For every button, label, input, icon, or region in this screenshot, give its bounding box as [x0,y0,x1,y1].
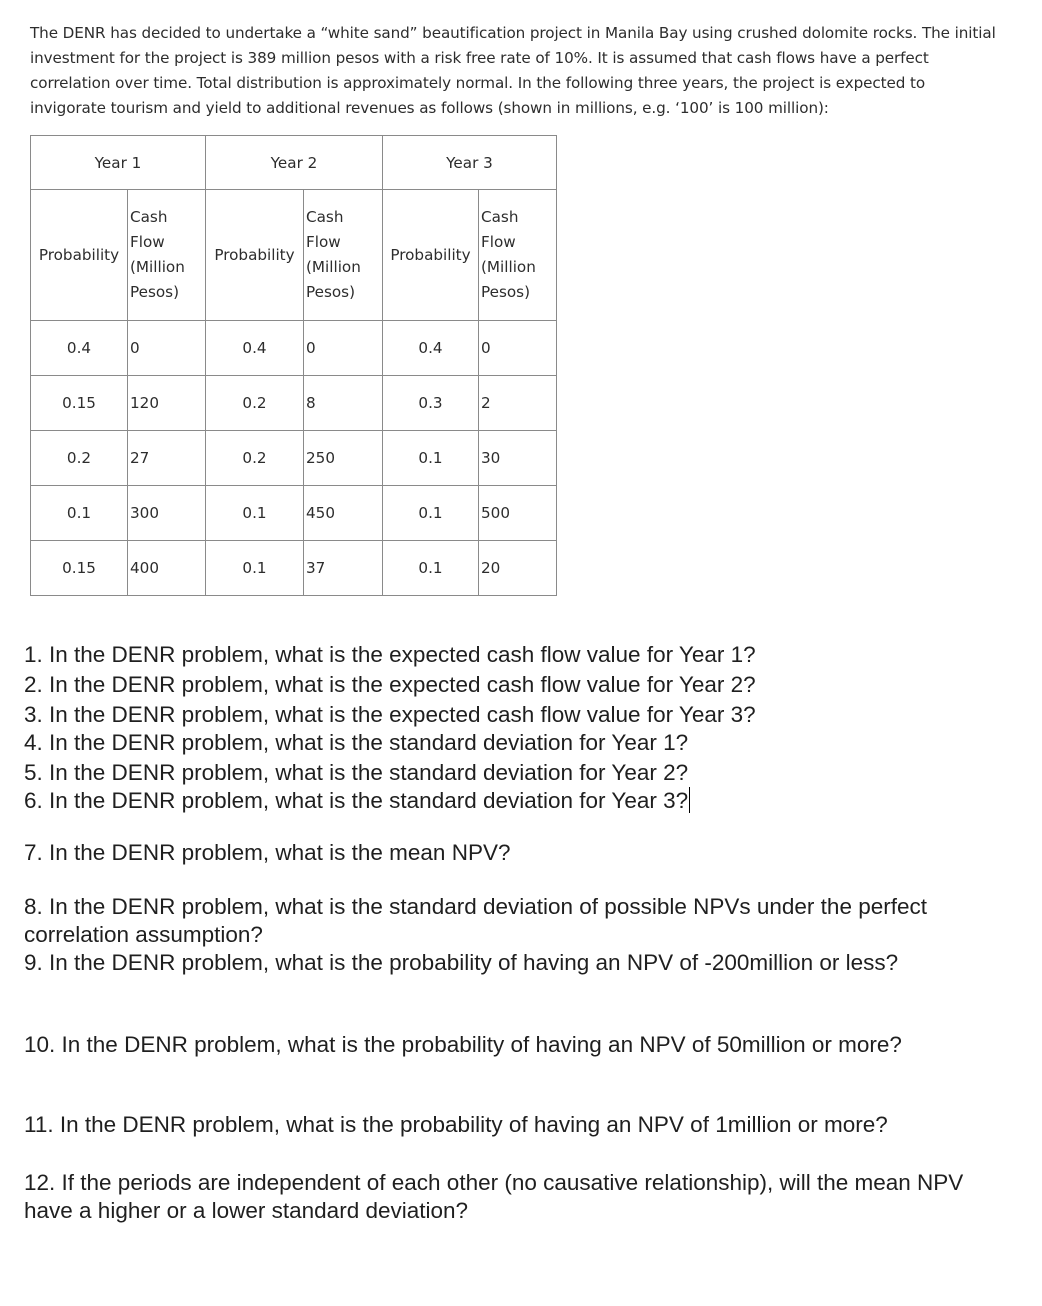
year-3-header: Year 3 [383,136,557,190]
cash-flow-header-line: Flow [481,233,516,251]
question-9: 9. In the DENR problem, what is the probability of having an NPV of -200million or less? [24,950,899,975]
question-5: 5. In the DENR problem, what is the standard deviation for Year 2? [24,760,689,785]
year-3-cash-flow: 0 [479,321,557,376]
cash-flow-table [30,135,557,596]
year-1-probability: 0.4 [31,321,128,376]
probability-header: Probability [206,190,304,321]
question-12: 12. If the periods are independent of each other (no causative relationship), will the mean NPV have a higher or a lower standard deviation? [24,1170,964,1223]
year-3-cash-flow: 500 [479,486,557,541]
year-1-cash-flow: 400 [128,541,206,596]
question-3: 3. In the DENR problem, what is the expected cash flow value for Year 3? [24,702,756,727]
table-row [31,486,557,541]
year-1-header: Year 1 [31,136,206,190]
cash-flow-header-line: Pesos) [481,283,531,301]
year-3-cash-flow: 30 [479,431,557,486]
year-header-row [31,136,557,190]
cash-flow-header-line: (Million [306,258,361,276]
year-1-probability: 0.15 [31,541,128,596]
year-2-cash-flow: 0 [304,321,383,376]
table-row [31,541,557,596]
year-1-cash-flow: 27 [128,431,206,486]
cash-flow-header-line: Cash [481,208,519,226]
year-2-probability: 0.2 [206,376,304,431]
year-1-probability: 0.2 [31,431,128,486]
question-6-text: 6. In the DENR problem, what is the standard deviation for Year 3? [24,788,689,813]
year-2-cash-flow: 250 [304,431,383,486]
cash-flow-header-line: Flow [130,233,165,251]
year-3-probability: 0.3 [383,376,479,431]
cash-flow-header-line: Pesos) [130,283,180,301]
year-3-probability: 0.1 [383,486,479,541]
year-2-cash-flow: 8 [304,376,383,431]
table-row [31,431,557,486]
text-cursor [689,787,690,813]
year-2-probability: 0.1 [206,541,304,596]
cash-flow-header [128,190,206,321]
year-3-probability: 0.4 [383,321,479,376]
year-1-cash-flow: 0 [128,321,206,376]
year-2-cash-flow: 37 [304,541,383,596]
question-7: 7. In the DENR problem, what is the mean NPV? [24,840,511,865]
cash-flow-header-line: Pesos) [306,283,356,301]
year-2-header: Year 2 [206,136,383,190]
question-6[interactable] [24,787,984,815]
cash-flow-header-line: Cash [306,208,344,226]
cash-flow-header-line: Cash [130,208,168,226]
probability-header: Probability [31,190,128,321]
cash-flow-header [479,190,557,321]
problem-statement: The DENR has decided to undertake a “white sand” beautification project in Manila Bay using crushed dolomite rocks. The initial investment for the project is 389 million pesos with a risk free rate of 10%. It is assumed that cash flows have a perfect correlation over time. Total distribution is approximately normal. In the following three years, the project is expected to invigorate tourism and yield to additional revenues as follows (shown in millions, e.g. ‘100’ is 100 million): [30,24,996,117]
year-3-probability: 0.1 [383,541,479,596]
year-1-cash-flow: 300 [128,486,206,541]
year-1-cash-flow: 120 [128,376,206,431]
question-4: 4. In the DENR problem, what is the standard deviation for Year 1? [24,730,689,755]
cash-flow-header-line: (Million [481,258,536,276]
year-3-cash-flow: 2 [479,376,557,431]
question-8: 8. In the DENR problem, what is the standard deviation of possible NPVs under the perfect correlation assumption? [24,894,927,947]
year-3-cash-flow: 20 [479,541,557,596]
cash-flow-header [304,190,383,321]
year-1-probability: 0.15 [31,376,128,431]
cash-flow-header-line: Flow [306,233,341,251]
cash-flow-header-line: (Million [130,258,185,276]
year-3-probability: 0.1 [383,431,479,486]
question-1: 1. In the DENR problem, what is the expected cash flow value for Year 1? [24,642,756,667]
probability-header: Probability [383,190,479,321]
question-11: 11. In the DENR problem, what is the probability of having an NPV of 1million or more? [24,1112,888,1137]
question-2: 2. In the DENR problem, what is the expected cash flow value for Year 2? [24,672,756,697]
table-row [31,321,557,376]
column-header-row [31,190,557,321]
year-2-probability: 0.4 [206,321,304,376]
year-2-cash-flow: 450 [304,486,383,541]
question-10: 10. In the DENR problem, what is the probability of having an NPV of 50million or more? [24,1032,902,1057]
year-2-probability: 0.1 [206,486,304,541]
year-2-probability: 0.2 [206,431,304,486]
year-1-probability: 0.1 [31,486,128,541]
table-row [31,376,557,431]
